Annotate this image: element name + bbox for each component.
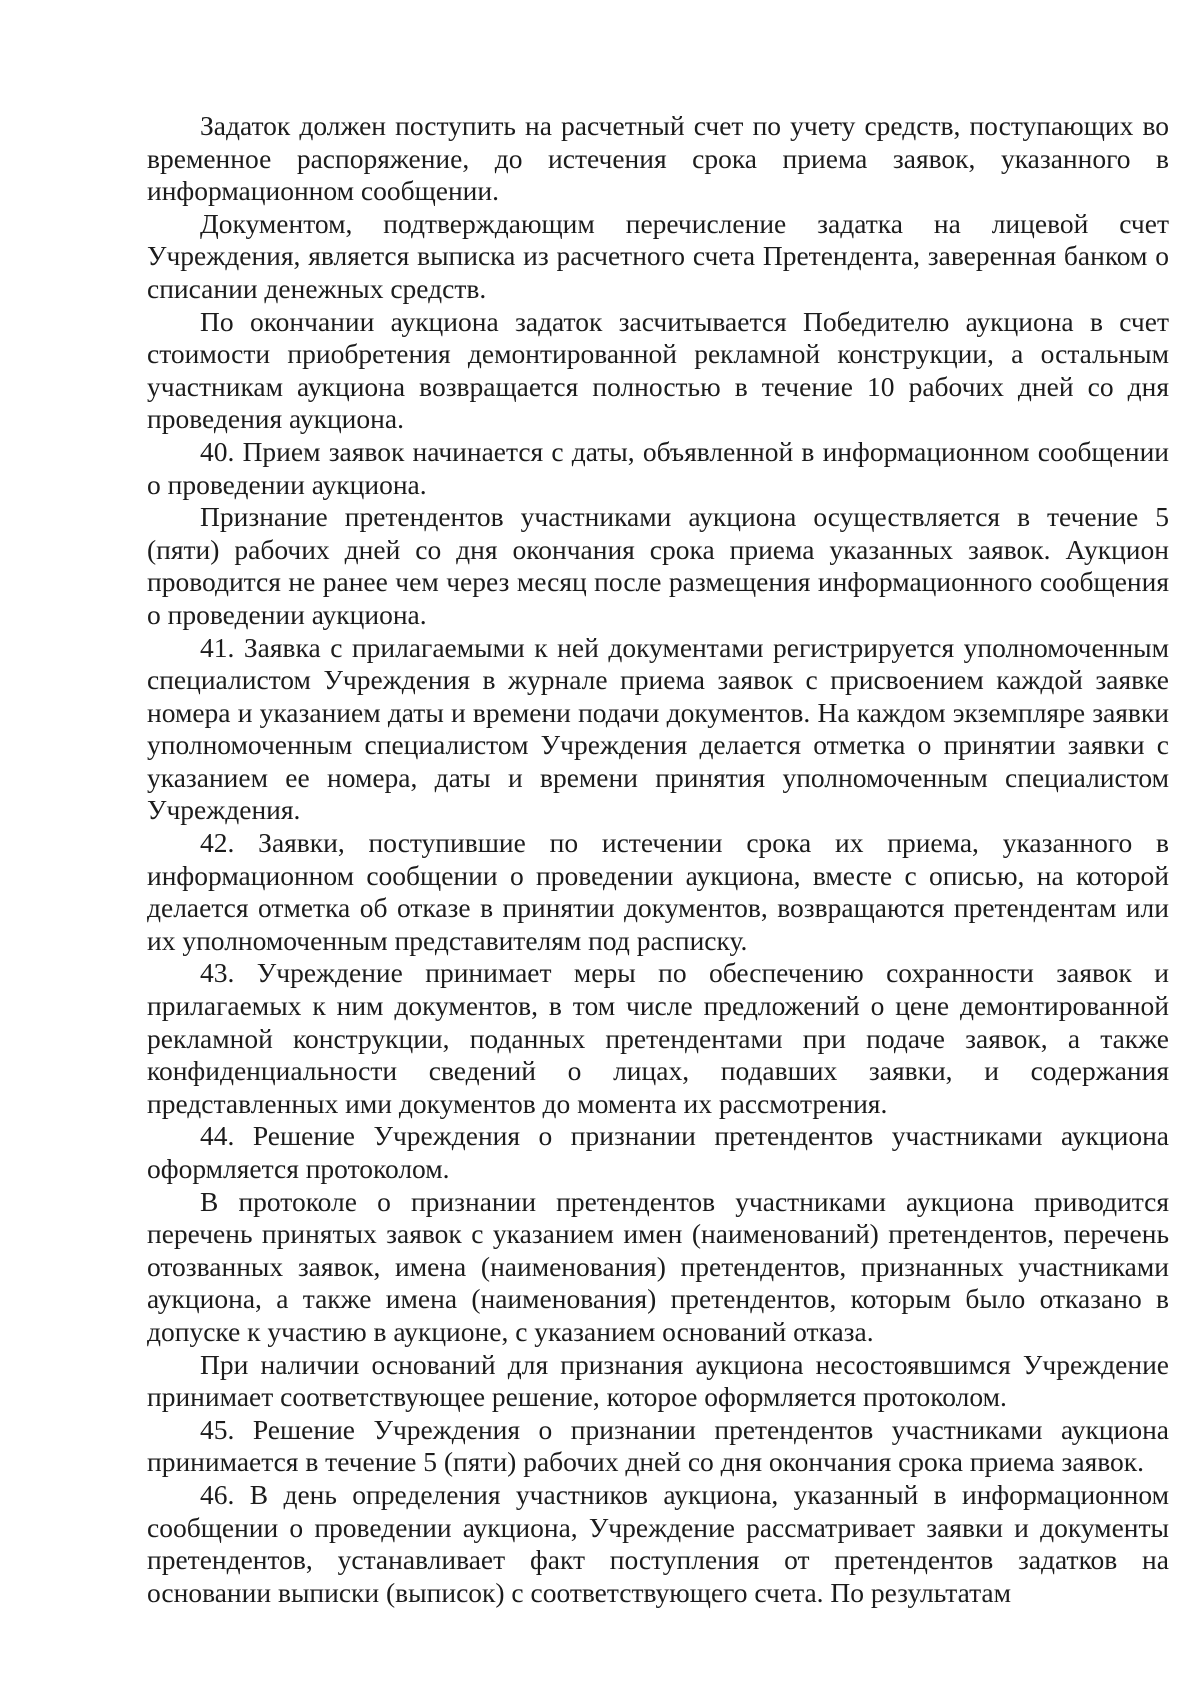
paragraph-deposit-deadline: Задаток должен поступить на расчетный счет по учету средств, поступающих во временное распоряжение, до истечения срока приема заявок, указанного в информационном сообщении.: [147, 110, 1169, 207]
paragraph-41: 41. Заявка с прилагаемыми к ней документами регистрируется уполномоченным специалистом Учреждения в журнале приема заявок с присвоением каждой заявке номера и указанием даты и времени подачи документов. На каждом экземпляре заявки уполномоченным специалистом Учреждения делается отметка о принятии заявки с указанием ее номера, даты и времени принятия уполномоченным специалистом Учреждения.: [147, 631, 1169, 826]
paragraph-42: 42. Заявки, поступившие по истечении срока их приема, указанного в информационном сообщении о проведении аукциона, вместе с описью, на которой делается отметка об отказе в принятии документов, возвращаются претендентам или их уполномоченным представителям под расписку.: [147, 827, 1169, 956]
paragraph-44: 44. Решение Учреждения о признании претендентов участниками аукциона оформляется протоколом.: [147, 1120, 1169, 1184]
paragraph-40: 40. Прием заявок начинается с даты, объявленной в информационном сообщении о проведении аукциона.: [147, 435, 1169, 500]
paragraph-deposit-proof: Документом, подтверждающим перечисление задатка на лицевой счет Учреждения, является выписка из расчетного счета Претендента, заверенная банком о списании денежных средств.: [147, 207, 1169, 304]
paragraph-deposit-return: По окончании аукциона задаток засчитывается Победителю аукциона в счет стоимости приобретения демонтированной рекламной конструкции, а остальным участникам аукциона возвращается полностью в течение 10 рабочих дней со дня проведения аукциона.: [147, 305, 1169, 435]
paragraph-failed-auction: При наличии оснований для признания аукциона несостоявшимся Учреждение принимает соответствующее решение, которое оформляется протоколом.: [147, 1348, 1169, 1413]
paragraph-45: 45. Решение Учреждения о признании претендентов участниками аукциона принимается в течение 5 (пяти) рабочих дней со дня окончания срока приема заявок.: [147, 1413, 1169, 1478]
paragraph-43: 43. Учреждение принимает меры по обеспечению сохранности заявок и прилагаемых к ним документов, в том числе предложений о цене демонтированной рекламной конструкции, поданных претендентами при подаче заявок, а также конфиденциальности сведений о лицах, подавших заявки, и содержания представленных ими документов до момента их рассмотрения.: [147, 957, 1169, 1119]
document-body: [147, 110, 1169, 1609]
paragraph-recognition: Признание претендентов участниками аукциона осуществляется в течение 5 (пяти) рабочих дней со дня окончания срока приема указанных заявок. Аукцион проводится не ранее чем через месяц после размещения информационного сообщения о проведении аукциона.: [147, 501, 1169, 630]
paragraph-protocol-contents: В протоколе о признании претендентов участниками аукциона приводится перечень принятых заявок с указанием имен (наименований) претендентов, перечень отозванных заявок, имена (наименования) претендентов, признанных участниками аукциона, а также имена (наименования) претендентов, которым было отказано в допуске к участию в аукционе, с указанием оснований отказа.: [147, 1185, 1169, 1347]
paragraph-46: 46. В день определения участников аукциона, указанный в информационном сообщении о проведении аукциона, Учреждение рассматривает заявки и документы претендентов, устанавливает факт поступления от претендентов задатков на основании выписки (выписок) с соответствующего счета. По результатам: [147, 1478, 1169, 1608]
